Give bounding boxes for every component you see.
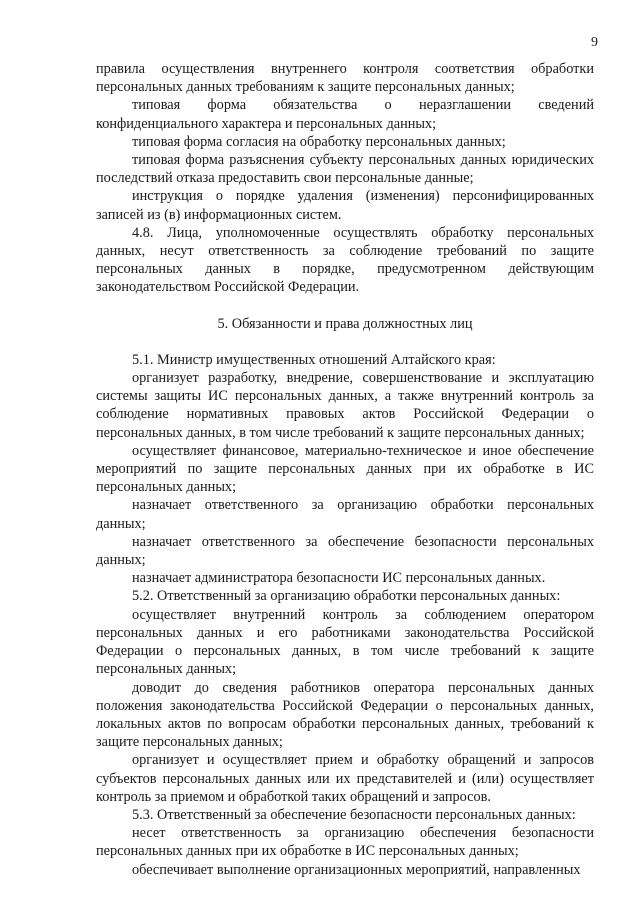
paragraph: типовая форма согласия на обработку персональных данных; bbox=[132, 133, 506, 150]
paragraph: 5.1. Министр имущественных отношений Алтайского края: bbox=[132, 351, 496, 368]
section-heading: 5. Обязанности и права должностных лиц bbox=[217, 315, 473, 332]
paragraph: организует и осуществляет прием и обработку обращений и запросов субъектов персональных данных или их представителей и (или) осуществляет контроль за приемом и обработкой таких обращений и запросов. bbox=[96, 752, 594, 805]
paragraph: несет ответственность за организацию обеспечения безопасности персональных данных при их обработке в ИС персональных данных; bbox=[96, 825, 594, 860]
paragraph: осуществляет финансовое, материально-техническое и иное обеспечение мероприятий по защите персональных данных при их обработке в ИС персональных данных; bbox=[96, 442, 594, 496]
page-number: 9 bbox=[591, 35, 598, 50]
paragraph: 5.3. Ответственный за обеспечение безопасности персональных данных: bbox=[132, 806, 576, 823]
paragraph: назначает администратора безопасности ИС персональных данных. bbox=[132, 570, 546, 587]
paragraph: назначает ответственного за организацию обработки персональных данных; bbox=[96, 497, 594, 532]
paragraphs-before bbox=[96, 60, 594, 297]
paragraph: инструкция о порядке удаления (изменения) персонифицированных записей из (в) информационных систем. bbox=[96, 188, 594, 223]
paragraph: назначает ответственного за обеспечение безопасности персональных данных; bbox=[96, 533, 594, 569]
paragraph: типовая форма разъяснения субъекту персональных данных юридических последствий отказа предоставить свои персональные данные; bbox=[96, 152, 594, 187]
paragraph: типовая форма обязательства о неразглашении сведений конфиденциального характера и персональных данных; bbox=[96, 97, 594, 132]
paragraphs-after bbox=[96, 351, 594, 879]
paragraph: 4.8. Лица, уполномоченные осуществлять обработку персональных данных, несут ответственность за соблюдение требований по защите персональных данных в порядке, предусмотренном действующим законодательством Российской Федерации. bbox=[96, 224, 594, 296]
paragraph: правила осуществления внутреннего контроля соответствия обработки персональных данных требованиям к защите персональных данных; bbox=[96, 61, 594, 96]
paragraph: доводит до сведения работников оператора персональных данных положения законодательства Российской Федерации о персональных данных, локальных актов по вопросам обработки персональных данных, требований к защите персональных данных; bbox=[96, 679, 594, 751]
paragraph: обеспечивает выполнение организационных мероприятий, направленных bbox=[132, 861, 581, 878]
paragraph: организует разработку, внедрение, совершенствование и эксплуатацию системы защиты ИС персональных данных, а также внутренний контроль за соблюдение нормативных правовых актов Российской Федерации о персональных данных, в том числе требований к защите персональных данных; bbox=[96, 370, 594, 441]
paragraph: осуществляет внутренний контроль за соблюдением оператором персональных данных и его работниками законодательства Российской Федерации о персональных данных, в том числе требований к защите персональных данных; bbox=[96, 606, 594, 678]
paragraph: 5.2. Ответственный за организацию обработки персональных данных: bbox=[132, 588, 561, 605]
